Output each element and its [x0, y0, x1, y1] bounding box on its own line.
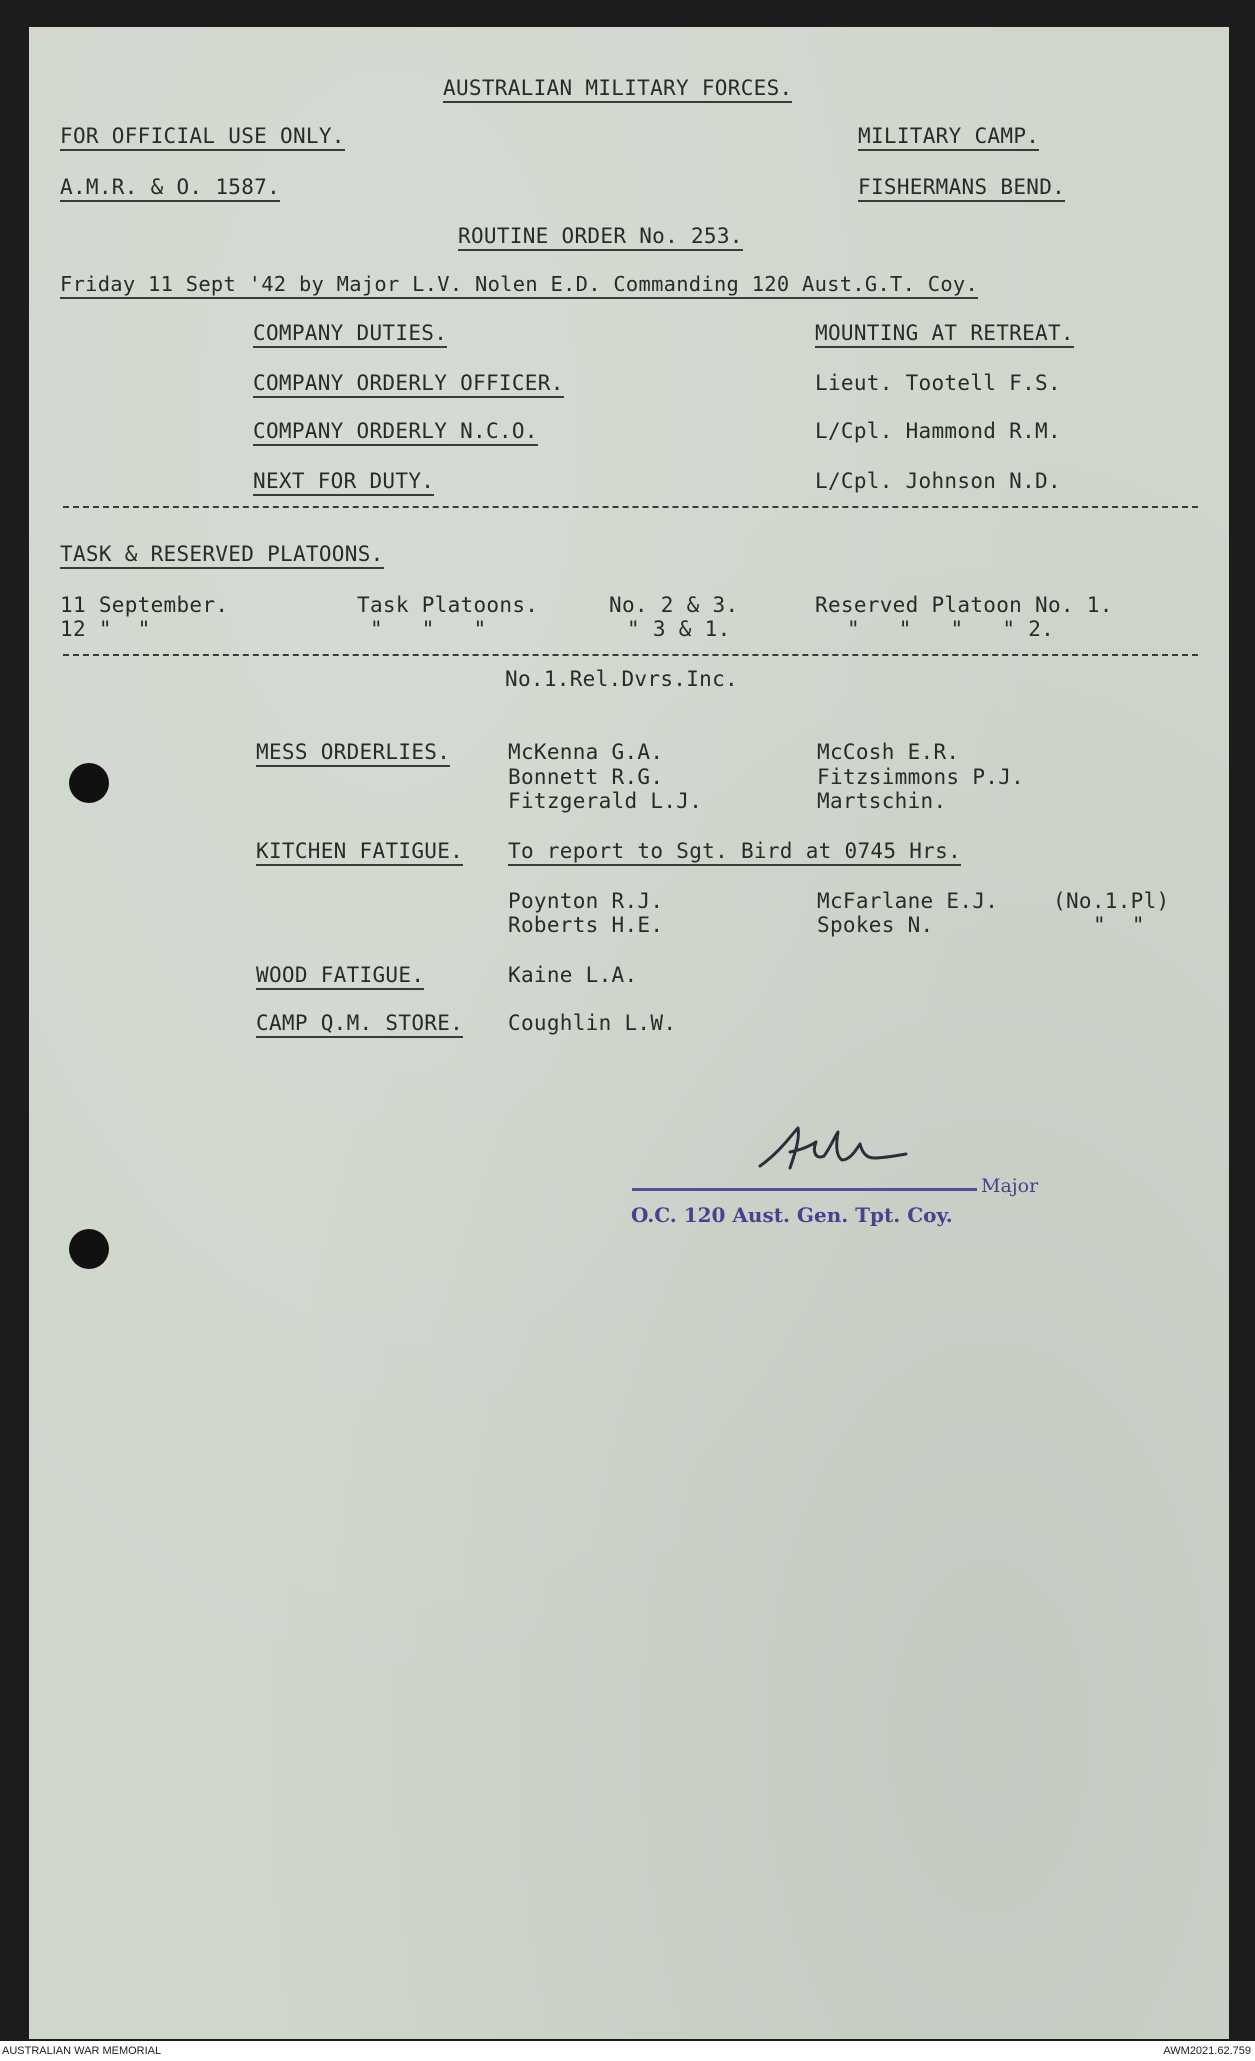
kitchen-fatigue-name: Roberts H.E.	[508, 913, 664, 937]
official-use-label: FOR OFFICIAL USE ONLY.	[60, 124, 345, 151]
divider-rule-1	[63, 506, 1198, 508]
qm-store-name: Coughlin L.W.	[508, 1011, 677, 1035]
handwritten-signature	[750, 1122, 950, 1182]
kitchen-fatigue-note: To report to Sgt. Bird at 0745 Hrs.	[508, 839, 961, 866]
divider-rule-2	[63, 654, 1198, 656]
mess-orderly-name: McCosh E.R.	[817, 740, 960, 764]
mess-orderlies-label: MESS ORDERLIES.	[256, 740, 450, 767]
company-duties-heading: COMPANY DUTIES.	[253, 321, 447, 348]
orderly-nco-name: L/Cpl. Hammond R.M.	[815, 419, 1061, 443]
next-for-duty-name: L/Cpl. Johnson N.D.	[815, 469, 1061, 493]
next-for-duty-label: NEXT FOR DUTY.	[253, 469, 434, 496]
orderly-officer-label: COMPANY ORDERLY OFFICER.	[253, 371, 564, 398]
punch-hole-bottom	[69, 1229, 109, 1269]
platoon-row-task: Task Platoons.	[357, 593, 539, 617]
kitchen-fatigue-name: McFarlane E.J.	[817, 889, 999, 913]
mess-orderly-name: Fitzsimmons P.J.	[817, 765, 1025, 789]
platoon-row-nos: " 3 & 1.	[627, 617, 731, 641]
mess-orderly-name: McKenna G.A.	[508, 740, 664, 764]
platoon-row-date: 11 September.	[60, 593, 229, 617]
unit-designation: No.1.Rel.Dvrs.Inc.	[505, 667, 738, 691]
mess-orderly-name: Bonnett R.G.	[508, 765, 664, 789]
kitchen-platoon-note: (No.1.Pl)	[1053, 889, 1170, 913]
archive-name: AUSTRALIAN WAR MEMORIAL	[2, 2045, 162, 2057]
kitchen-fatigue-name: Poynton R.J.	[508, 889, 664, 913]
platoon-row-nos: No. 2 & 3.	[609, 593, 739, 617]
signature-rank: Major	[981, 1175, 1039, 1197]
camp-name: MILITARY CAMP.	[858, 124, 1039, 151]
mess-orderly-name: Fitzgerald L.J.	[508, 789, 703, 813]
punch-hole-top	[69, 763, 109, 803]
signature-line	[632, 1188, 977, 1191]
platoon-row-date: 12 " "	[60, 617, 151, 641]
platoons-heading: TASK & RESERVED PLATOONS.	[60, 542, 384, 569]
mess-orderly-name: Martschin.	[817, 789, 947, 813]
wood-fatigue-label: WOOD FATIGUE.	[256, 963, 424, 990]
signature-unit: O.C. 120 Aust. Gen. Tpt. Coy.	[631, 1203, 953, 1227]
routine-order-number: ROUTINE ORDER No. 253.	[458, 224, 743, 251]
amr-reference: A.M.R. & O. 1587.	[60, 175, 280, 202]
kitchen-platoon-note: " "	[1093, 913, 1145, 937]
archive-reference: AWM2021.62.759	[1163, 2045, 1251, 2057]
orderly-nco-label: COMPANY ORDERLY N.C.O.	[253, 419, 538, 446]
kitchen-fatigue-name: Spokes N.	[817, 913, 934, 937]
archive-footer	[0, 2041, 1255, 2061]
wood-fatigue-name: Kaine L.A.	[508, 963, 638, 987]
dateline: Friday 11 Sept '42 by Major L.V. Nolen E.D. Commanding 120 Aust.G.T. Coy.	[60, 272, 978, 299]
platoon-row-reserved: " " " " 2.	[847, 617, 1055, 641]
platoon-row-reserved: Reserved Platoon No. 1.	[815, 593, 1113, 617]
mounting-heading: MOUNTING AT RETREAT.	[815, 321, 1074, 348]
platoon-row-task: " " "	[370, 617, 487, 641]
document-title: AUSTRALIAN MILITARY FORCES.	[443, 76, 792, 103]
kitchen-fatigue-label: KITCHEN FATIGUE.	[256, 839, 463, 866]
orderly-officer-name: Lieut. Tootell F.S.	[815, 371, 1061, 395]
qm-store-label: CAMP Q.M. STORE.	[256, 1011, 463, 1038]
camp-location: FISHERMANS BEND.	[858, 175, 1065, 202]
